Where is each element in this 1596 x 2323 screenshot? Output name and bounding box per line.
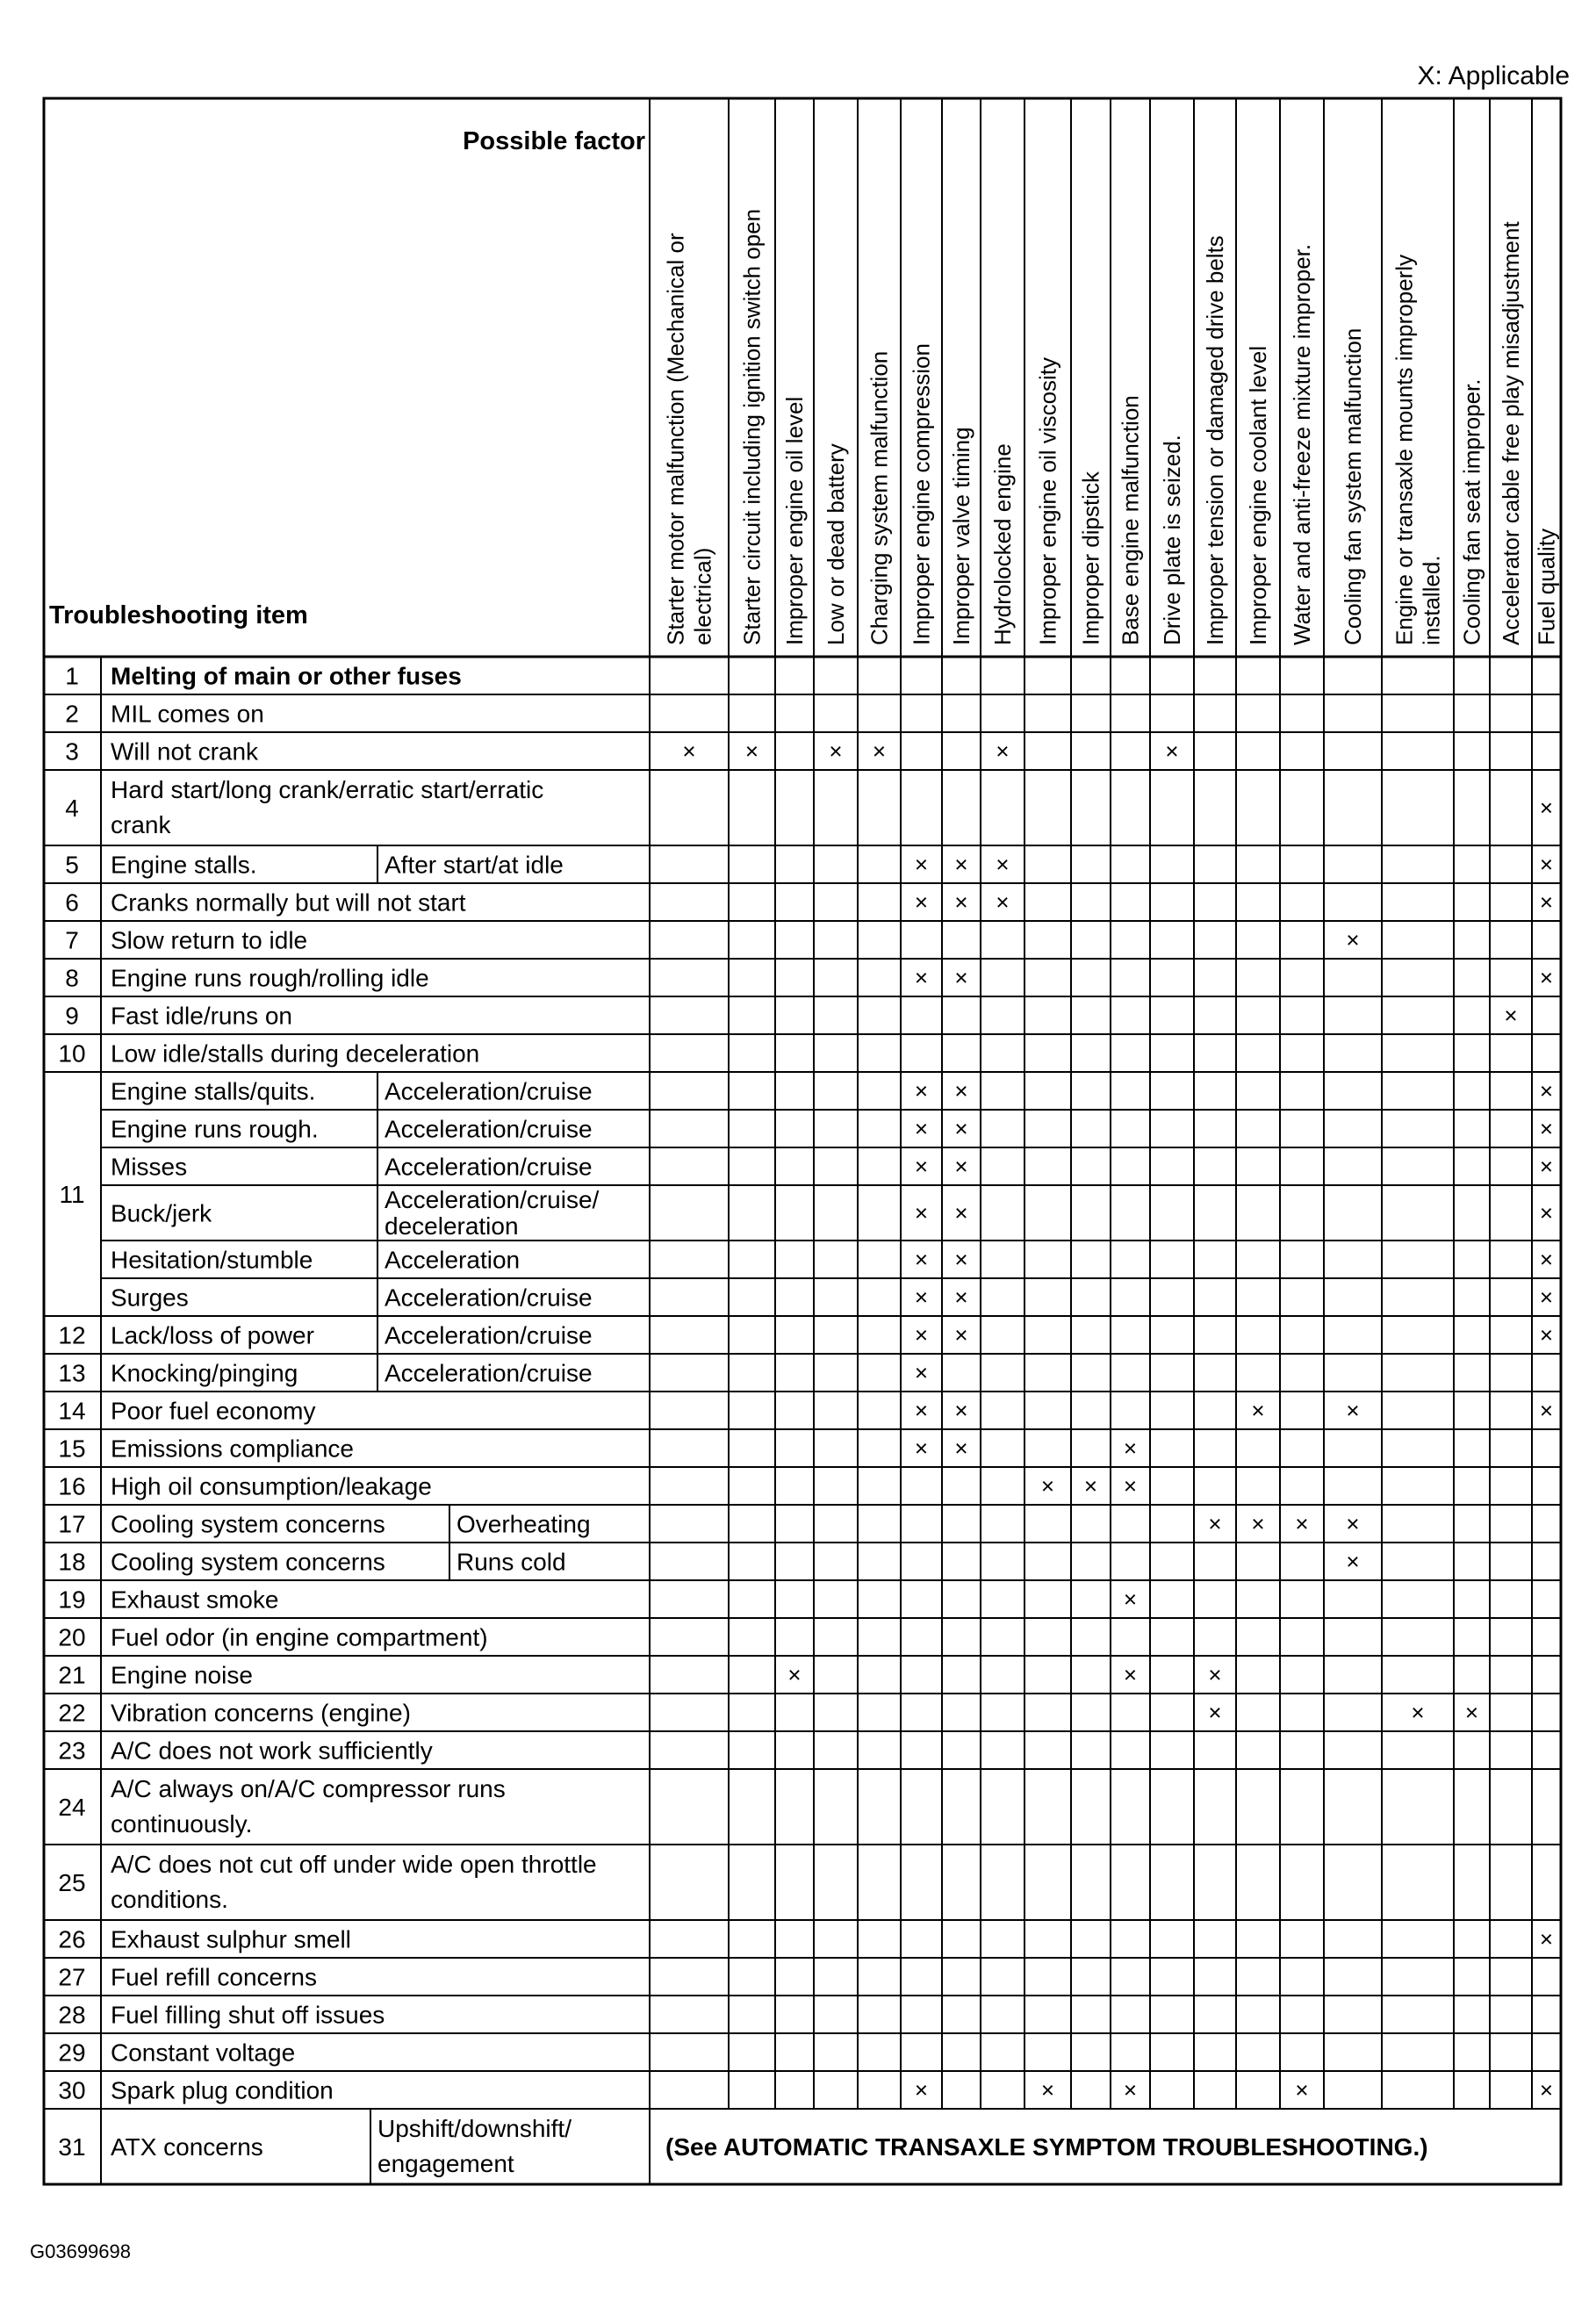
item-label: Surges [111, 1284, 189, 1312]
condition-label: Upshift/downshift/ [377, 2115, 572, 2142]
applicable-mark: × [914, 888, 929, 916]
item-label: Exhaust sulphur smell [111, 1925, 351, 1953]
item-label: Exhaust smoke [111, 1586, 279, 1614]
row-number: 21 [58, 1661, 86, 1689]
factor-header-9: Improper engine oil viscosity [1034, 356, 1061, 645]
row-number: 17 [58, 1510, 86, 1538]
factor-header-1: Starter motor malfunction (Mechanical or [662, 233, 689, 645]
applicable-mark: × [1040, 2076, 1055, 2104]
applicable-mark: × [914, 1077, 929, 1104]
row-number: 6 [65, 888, 79, 917]
applicable-mark: × [829, 737, 843, 765]
item-label: Knocking/pinging [111, 1359, 298, 1387]
row-number: 20 [58, 1623, 86, 1651]
item-label: Will not crank [111, 737, 259, 766]
row-number: 10 [58, 1039, 86, 1068]
applicable-mark: × [1539, 2076, 1554, 2104]
row-number: 11 [59, 1181, 85, 1208]
row-number: 3 [65, 737, 79, 766]
row-number: 26 [58, 1925, 86, 1953]
row-number: 23 [58, 1737, 86, 1765]
factor-header-3: Improper engine oil level [781, 396, 808, 645]
applicable-mark: × [914, 1246, 929, 1273]
factor-header-17: installed. [1418, 555, 1445, 645]
row-number: 8 [65, 964, 79, 992]
item-label: ATX concerns [111, 2133, 263, 2161]
factor-header-8: Hydrolocked engine [989, 443, 1016, 645]
row-number: 24 [58, 1794, 86, 1821]
row-number: 29 [58, 2039, 86, 2067]
applicable-mark: × [1208, 1510, 1222, 1537]
row-number: 16 [58, 1472, 86, 1500]
applicable-mark: × [914, 1397, 929, 1424]
applicable-mark: × [954, 1115, 968, 1142]
applicable-mark: × [1295, 1510, 1309, 1537]
applicable-mark: × [1295, 2076, 1309, 2104]
item-label: Fast idle/runs on [111, 1002, 292, 1030]
factor-header-19: Accelerator cable free play misadjustment [1498, 221, 1524, 645]
row-number: 30 [58, 2076, 86, 2104]
applicable-mark: × [1251, 1397, 1265, 1424]
item-label: Engine stalls. [111, 851, 257, 879]
applicable-mark: × [1539, 1284, 1554, 1311]
applicable-mark: × [1411, 1699, 1425, 1726]
item-label: Engine runs rough. [111, 1115, 319, 1143]
condition-label: Acceleration/cruise [385, 1077, 593, 1105]
applicable-mark: × [1539, 1925, 1554, 1953]
applicable-mark: × [1083, 1472, 1098, 1500]
applicable-mark: × [1251, 1510, 1265, 1537]
item-label: A/C does not cut off under wide open throttle [111, 1851, 597, 1878]
applicable-mark: × [682, 737, 696, 765]
applicable-mark: × [1464, 1699, 1479, 1726]
item-label: Engine runs rough/rolling idle [111, 964, 429, 992]
applicable-mark: × [954, 1321, 968, 1348]
applicable-mark: × [744, 737, 759, 765]
row-number: 12 [58, 1321, 86, 1349]
applicable-mark: × [914, 1199, 929, 1226]
row-number: 14 [58, 1397, 86, 1425]
item-label: Cranks normally but will not start [111, 888, 466, 917]
item-label: Melting of main or other fuses [111, 662, 462, 690]
applicable-mark: × [1539, 795, 1554, 821]
item-label-cont: conditions. [111, 1886, 228, 1913]
item-label: High oil consumption/leakage [111, 1472, 432, 1500]
condition-label: Acceleration/cruise [385, 1115, 593, 1143]
factor-header-15: Water and anti-freeze mixture improper. [1289, 243, 1315, 645]
applicable-mark: × [1539, 964, 1554, 991]
item-label: Fuel odor (in engine compartment) [111, 1623, 488, 1651]
factor-header-7: Improper valve timing [948, 427, 974, 645]
condition-label-cont: engagement [377, 2150, 514, 2177]
figure-id: G03699698 [30, 2240, 131, 2262]
row-number: 2 [65, 700, 79, 728]
applicable-mark: × [1123, 1661, 1138, 1688]
condition-label: Acceleration/cruise [385, 1153, 593, 1181]
automatic-transaxle-note: (See AUTOMATIC TRANSAXLE SYMPTOM TROUBLESHOOTING.) [665, 2133, 1428, 2161]
factor-header-17: Engine or transaxle mounts improperly [1391, 254, 1418, 645]
item-label-cont: crank [111, 811, 171, 838]
factor-header-5: Charging system malfunction [866, 350, 893, 645]
item-label: Buck/jerk [111, 1199, 212, 1227]
item-label: A/C always on/A/C compressor runs [111, 1775, 506, 1802]
condition-label-cont: deceleration [385, 1212, 519, 1240]
applicable-mark: × [954, 1199, 968, 1226]
row-number: 13 [58, 1359, 86, 1387]
item-label: Fuel filling shut off issues [111, 2001, 385, 2029]
item-label: Engine noise [111, 1661, 253, 1689]
applicable-mark: × [954, 851, 968, 878]
condition-label: Overheating [457, 1510, 591, 1538]
row-number: 28 [58, 2001, 86, 2029]
applicable-mark: × [1539, 1397, 1554, 1424]
applicable-mark: × [954, 1397, 968, 1424]
applicable-mark: × [954, 888, 968, 916]
item-label: Vibration concerns (engine) [111, 1699, 411, 1727]
applicable-mark: × [1123, 2076, 1138, 2104]
item-label: Low idle/stalls during deceleration [111, 1039, 480, 1068]
factor-header-6: Improper engine compression [908, 343, 935, 645]
item-label: Misses [111, 1153, 188, 1181]
applicable-mark: × [1346, 1510, 1360, 1537]
applicable-mark: × [954, 1077, 968, 1104]
item-label: Hard start/long crank/erratic start/erratic [111, 776, 544, 803]
row-number: 5 [65, 851, 79, 879]
applicable-mark: × [954, 1284, 968, 1311]
applicable-mark: × [996, 737, 1010, 765]
row-number: 31 [58, 2133, 86, 2161]
applicable-mark: × [914, 851, 929, 878]
applicable-mark: × [1208, 1661, 1222, 1688]
applicable-mark: × [1539, 851, 1554, 878]
item-label: Emissions compliance [111, 1435, 354, 1463]
applicable-mark: × [996, 851, 1010, 878]
applicable-mark: × [1539, 888, 1554, 916]
applicable-mark: × [1346, 926, 1360, 953]
row-number: 7 [65, 926, 79, 954]
row-number: 4 [65, 795, 79, 822]
applicable-mark: × [996, 888, 1010, 916]
condition-label: Acceleration/cruise [385, 1359, 593, 1387]
applicable-mark: × [1123, 1586, 1138, 1613]
applicable-mark: × [1346, 1548, 1360, 1575]
condition-label: Acceleration/cruise [385, 1321, 593, 1349]
item-label: Slow return to idle [111, 926, 308, 954]
item-label: Spark plug condition [111, 2076, 334, 2104]
item-label: Fuel refill concerns [111, 1963, 317, 1991]
item-label: Constant voltage [111, 2039, 296, 2067]
item-label: Lack/loss of power [111, 1321, 314, 1349]
applicable-mark: × [914, 2076, 929, 2104]
factor-header-1: electrical) [689, 547, 716, 645]
row-number: 9 [65, 1002, 79, 1030]
applicable-mark: × [872, 737, 887, 765]
applicable-mark: × [954, 1435, 968, 1462]
applicable-mark: × [954, 1246, 968, 1273]
applicable-mark: × [1208, 1699, 1222, 1726]
condition-label: After start/at idle [385, 851, 564, 879]
applicable-mark: × [1040, 1472, 1055, 1500]
condition-label: Runs cold [457, 1548, 566, 1576]
applicable-mark: × [1539, 1199, 1554, 1226]
applicable-mark: × [914, 1115, 929, 1142]
applicable-mark: × [1123, 1435, 1138, 1462]
applicable-mark: × [1123, 1472, 1138, 1500]
row-number: 19 [58, 1586, 86, 1614]
factor-header-14: Improper engine coolant level [1245, 345, 1271, 645]
applicable-mark: × [914, 1321, 929, 1348]
factor-header-12: Drive plate is seized. [1159, 435, 1185, 645]
item-label: Poor fuel economy [111, 1397, 316, 1425]
applicable-mark: × [914, 1359, 929, 1386]
condition-label: Acceleration/cruise [385, 1284, 593, 1312]
applicable-mark: × [914, 1435, 929, 1462]
item-label: MIL comes on [111, 700, 264, 728]
possible-factor-header: Possible factor [463, 127, 645, 155]
factor-header-18: Cooling fan seat improper. [1458, 378, 1485, 645]
applicable-mark: × [954, 1153, 968, 1180]
item-label: Cooling system concerns [111, 1548, 385, 1576]
item-label: Cooling system concerns [111, 1510, 385, 1538]
item-label-cont: continuously. [111, 1810, 253, 1838]
condition-label: Acceleration [385, 1246, 521, 1274]
applicable-mark: × [914, 1153, 929, 1180]
condition-label: Acceleration/cruise/ [385, 1186, 600, 1213]
applicable-mark: × [787, 1661, 802, 1688]
item-label: Hesitation/stumble [111, 1246, 313, 1274]
row-number: 15 [58, 1435, 86, 1463]
item-label: Engine stalls/quits. [111, 1077, 316, 1105]
applicable-mark: × [954, 964, 968, 991]
row-number: 22 [58, 1699, 86, 1727]
applicable-mark: × [914, 964, 929, 991]
row-number: 1 [65, 662, 79, 690]
factor-header-10: Improper dipstick [1077, 471, 1104, 645]
item-label: A/C does not work sufficiently [111, 1737, 433, 1765]
applicable-mark: × [1504, 1002, 1518, 1029]
applicable-mark: × [914, 1284, 929, 1311]
applicable-legend: X: Applicable [1417, 61, 1570, 90]
factor-header-2: Starter circuit including ignition switch open [738, 208, 766, 645]
factor-header-16: Cooling fan system malfunction [1340, 327, 1366, 645]
troubleshooting-item-header: Troubleshooting item [49, 601, 308, 629]
row-number: 18 [58, 1548, 86, 1576]
applicable-mark: × [1539, 1246, 1554, 1273]
applicable-mark: × [1539, 1115, 1554, 1142]
row-number: 25 [58, 1869, 86, 1896]
applicable-mark: × [1346, 1397, 1360, 1424]
factor-header-13: Improper tension or damaged drive belts [1202, 235, 1228, 645]
applicable-mark: × [1539, 1077, 1554, 1104]
factor-header-4: Low or dead battery [823, 443, 849, 645]
row-number: 27 [58, 1963, 86, 1991]
factor-header-20: Fuel quality [1533, 529, 1560, 645]
applicable-mark: × [1165, 737, 1179, 765]
applicable-mark: × [1539, 1321, 1554, 1348]
factor-header-11: Base engine malfunction [1117, 395, 1144, 645]
applicable-mark: × [1539, 1153, 1554, 1180]
